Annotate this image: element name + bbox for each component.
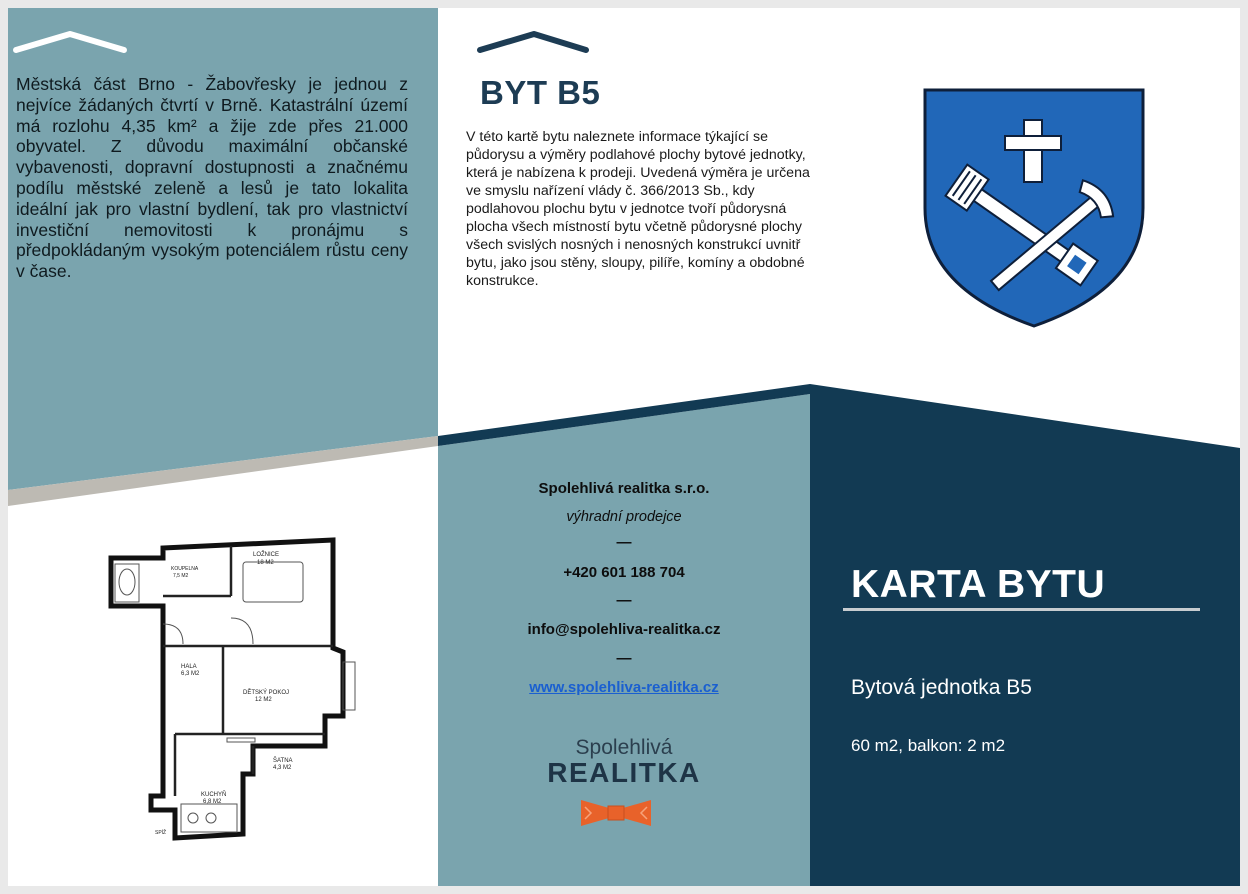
- unit-title: BYT B5: [480, 74, 601, 111]
- unit-size: 60 m2, balkon: 2 m2: [851, 736, 1006, 755]
- company-name: Spolehlivá realitka s.r.o.: [538, 480, 710, 497]
- phone-number: +420 601 188 704: [563, 564, 685, 581]
- title-underline: [843, 608, 1200, 611]
- website-link[interactable]: www.spolehliva-realitka.cz: [529, 679, 719, 696]
- bow-tie-icon: [581, 798, 651, 828]
- separator: —: [616, 592, 632, 609]
- svg-text:DĚTSKÝ POKOJ: DĚTSKÝ POKOJ: [243, 690, 290, 696]
- unit-name: Bytová jednotka B5: [851, 676, 1032, 699]
- svg-text:KUCHYŇ: KUCHYŇ: [201, 792, 227, 798]
- svg-text:4,3 M2: 4,3 M2: [273, 765, 292, 771]
- svg-text:HALA: HALA: [181, 664, 197, 670]
- svg-text:6,3 M2: 6,3 M2: [181, 671, 200, 677]
- coat-of-arms-icon: [923, 88, 1145, 330]
- svg-text:KOUPELNA: KOUPELNA: [171, 566, 199, 572]
- logo-line-1: Spolehlivá: [575, 736, 673, 759]
- svg-text:12 M2: 12 M2: [255, 697, 272, 703]
- separator: —: [616, 650, 632, 667]
- floor-plan: [103, 534, 363, 844]
- brochure-sheet: [8, 8, 1240, 886]
- svg-text:6,8 M2: 6,8 M2: [203, 799, 222, 805]
- district-intro-text: Městská část Brno - Žabovřesky je jednou z nejvíce žádaných čtvrtí v Brně. Katastrální území má rozlohu 4,35 km² a žije zde přes 21.000 obyvatel. Z důvodu maximální občanské vybavenosti, dopravní dostupnosti a značnému podílu městské zeleně a lesů je tato lokalita ideální jak pro vlastní bydlení, tak pro vlastnictví investiční nemovitosti k pronájmu s předpokládaným vysokým potenciálem růstu ceny v čase.: [16, 74, 408, 282]
- cover-title: KARTA BYTU: [851, 563, 1106, 606]
- email-address: info@spolehliva-realitka.cz: [527, 621, 721, 638]
- separator: —: [616, 534, 632, 551]
- svg-text:ŠATNA: ŠATNA: [273, 758, 293, 764]
- logo-line-2: REALITKA: [547, 757, 701, 788]
- svg-text:18 M2: 18 M2: [257, 560, 274, 566]
- svg-text:7,5 M2: 7,5 M2: [173, 573, 189, 579]
- svg-text:SPÍŽ: SPÍŽ: [155, 830, 167, 836]
- seller-role: výhradní prodejce: [566, 509, 682, 525]
- svg-text:LOŽNICE: LOŽNICE: [253, 552, 280, 558]
- unit-description: V této kartě bytu naleznete informace týkající se půdorysu a výměry podlahové plochy bytové jednotky, která je nabízena k prodeji. Uvedená výměra je určena ve smyslu nařízení vlády č. 366/2013 Sb., kdy podlahovou plochu bytu v jednotce tvoří půdorysná plocha všech místností bytu včetně půdorysné plochy všech svislých nosných i nenosných konstrukcí uvnitř bytu, jako jsou stěny, sloupy, pilíře, komíny a obdobné konstrukce.: [466, 129, 810, 289]
